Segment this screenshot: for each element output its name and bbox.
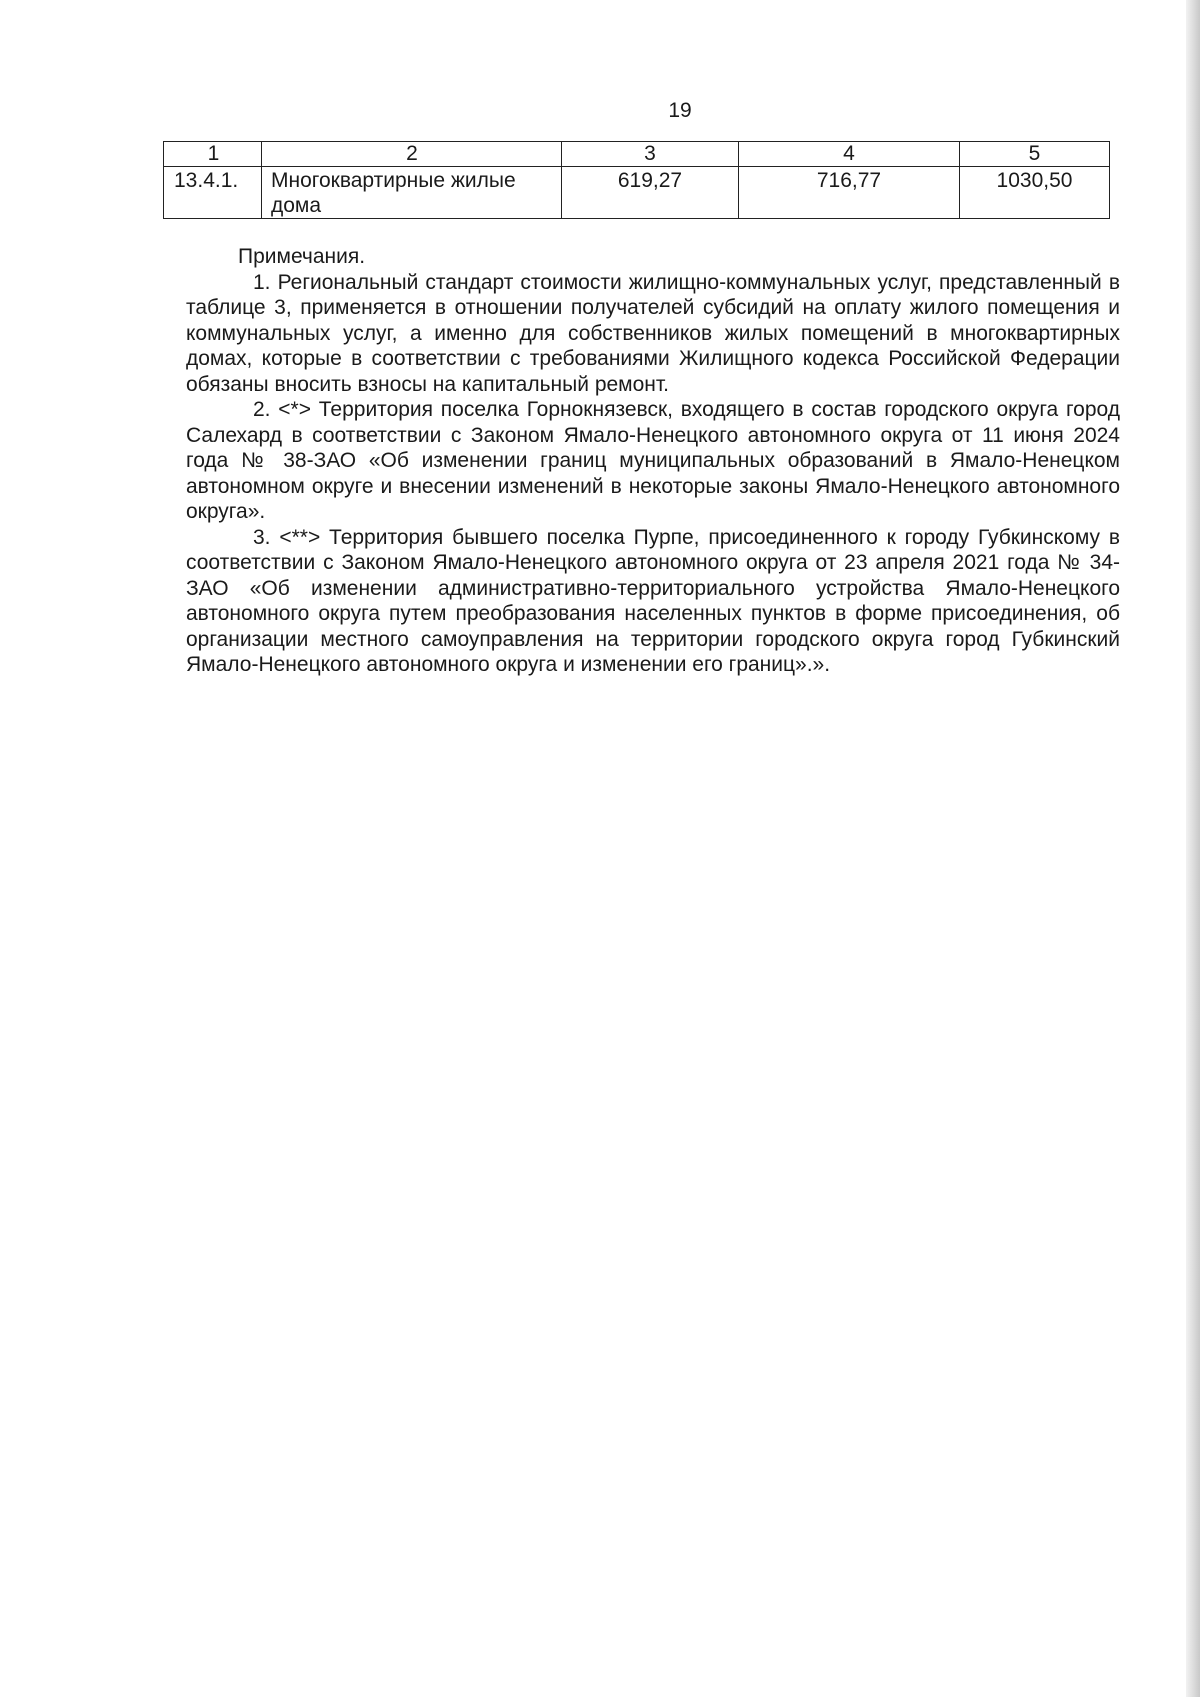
notes-title: Примечания. [238, 245, 366, 268]
note-item-3: 3. <**> Территория бывшего поселка Пурпе, присоединенного к городу Губкинскому в соответствии с Законом Ямало-Ненецкого автономного округа от 23 апреля 2021 года № 34-ЗАО «Об изменении административно-территориального устройства Ямало-Ненецкого автономного округа путем преобразования населенных пунктов в форме присоединения, об организации местного самоуправления на территории городского округа город Губкинский Ямало-Ненецкого автономного округа и изменении его границ».». [186, 525, 1120, 676]
scan-edge-shadow [1186, 0, 1200, 1697]
header-cell: 2 [262, 142, 562, 167]
notes-section [186, 244, 1120, 678]
value-cell: 716,77 [739, 167, 960, 219]
tariff-table [163, 141, 1110, 219]
note-item-2: 2. <*> Территория поселка Горнокнязевск, входящего в состав городского округа город Салехард в соответствии с Законом Ямало-Ненецкого автономного округа от 11 июня 2024 года № 38-ЗАО «Об изменении границ муниципальных образований в Ямало-Ненецком автономном округе и внесении изменений в некоторые законы Ямало-Ненецкого автономного округа». [186, 398, 1120, 523]
note-item-1: 1. Региональный стандарт стоимости жилищно-коммунальных услуг, представленный в таблице 3, применяется в отношении получателей субсидий на оплату жилого помещения и коммунальных услуг, а именно для собственников жилых помещений в многоквартирных домах, которые в соответствии с требованиями Жилищного кодекса Российской Федерации обязаны вносить взносы на капитальный ремонт. [186, 270, 1120, 396]
row-number-cell: 13.4.1. [164, 167, 262, 219]
value-cell: 619,27 [562, 167, 739, 219]
page-number: 19 [668, 99, 692, 122]
table-row [164, 167, 1110, 219]
value-cell: 1030,50 [960, 167, 1110, 219]
header-cell: 4 [739, 142, 960, 167]
header-cell: 3 [562, 142, 739, 167]
table-header-row [164, 142, 1110, 167]
header-cell: 5 [960, 142, 1110, 167]
housing-type-cell: Многоквартирные жилые дома [262, 167, 562, 219]
header-cell: 1 [164, 142, 262, 167]
